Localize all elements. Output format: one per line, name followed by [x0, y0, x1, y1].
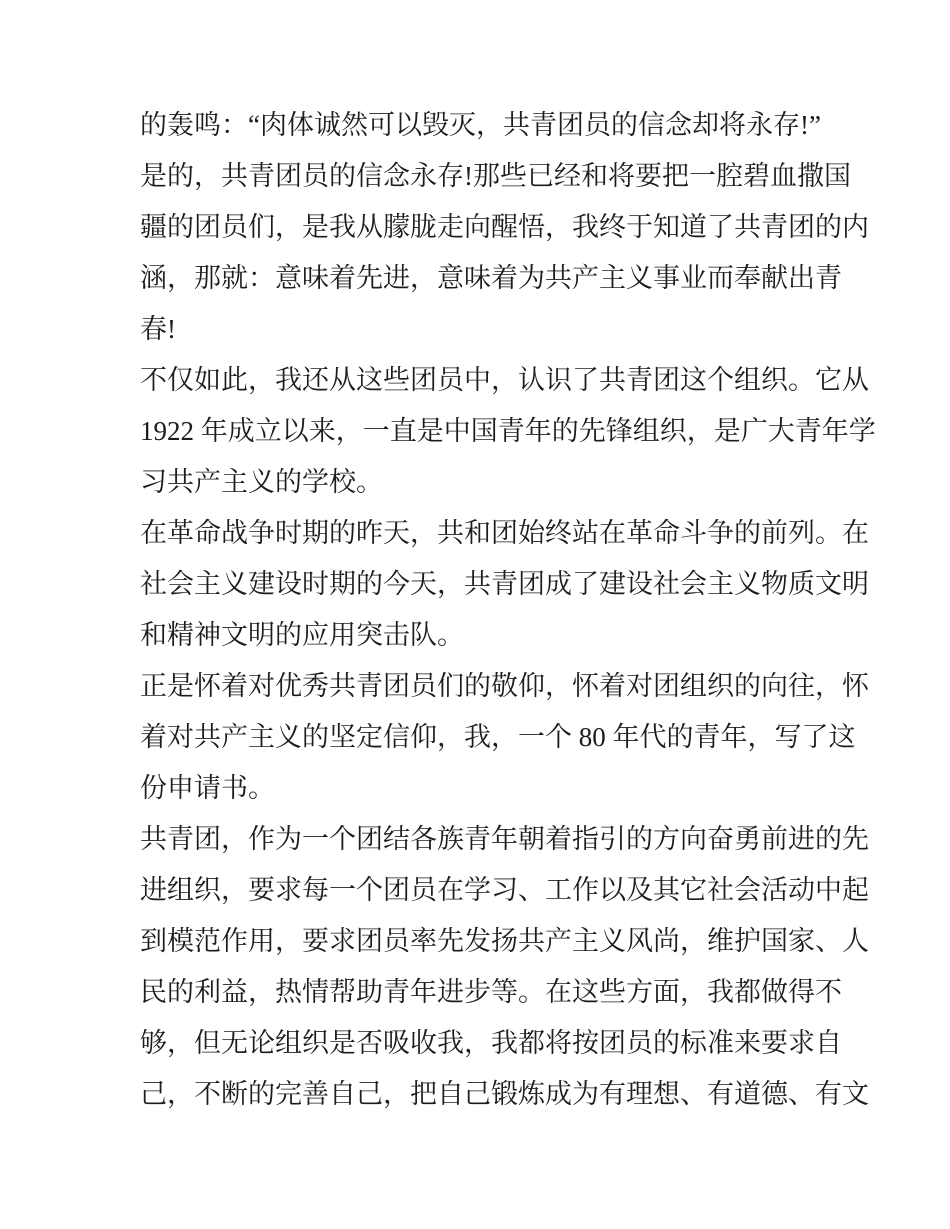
- text-line: 疆的团员们，是我从朦胧走向醒悟，我终于知道了共青团的内: [140, 212, 869, 242]
- text-line: 在革命战争时期的昨天，共和团始终站在革命斗争的前列。在: [140, 518, 869, 548]
- text-line: 份申请书。: [140, 773, 275, 803]
- text-line: 民的利益，热情帮助青年进步等。在这些方面，我都做得不: [140, 977, 842, 1007]
- text-line: 春!: [140, 314, 176, 344]
- text-line: 和精神文明的应用突击队。: [140, 620, 464, 650]
- text-line: 是的，共青团员的信念永存!那些已经和将要把一腔碧血撒国: [140, 161, 851, 191]
- document-text-block: [140, 100, 876, 1120]
- text-line: 1922 年成立以来，一直是中国青年的先锋组织，是广大青年学: [140, 416, 876, 446]
- text-line: 涵，那就：意味着先进，意味着为共产主义事业而奉献出青: [140, 263, 842, 293]
- text-line: 的轰鸣：“肉体诚然可以毁灭，共青团员的信念却将永存!”: [140, 110, 821, 140]
- text-line: 进组织，要求每一个团员在学习、工作以及其它社会活动中起: [140, 875, 869, 905]
- text-line: 够，但无论组织是否吸收我，我都将按团员的标准来要求自: [140, 1028, 842, 1058]
- text-line: 习共产主义的学校。: [140, 467, 383, 497]
- text-line: 社会主义建设时期的今天，共青团成了建设社会主义物质文明: [140, 569, 869, 599]
- text-line: 不仅如此，我还从这些团员中，认识了共青团这个组织。它从: [140, 365, 869, 395]
- text-line: 着对共产主义的坚定信仰，我，一个 80 年代的青年，写了这: [140, 722, 856, 752]
- text-line: 到模范作用，要求团员率先发扬共产主义风尚，维护国家、人: [140, 926, 869, 956]
- text-line: 己，不断的完善自己，把自己锻炼成为有理想、有道德、有文: [140, 1079, 869, 1109]
- text-line: 正是怀着对优秀共青团员们的敬仰，怀着对团组织的向往，怀: [140, 671, 869, 701]
- text-line: 共青团，作为一个团结各族青年朝着指引的方向奋勇前进的先: [140, 824, 869, 854]
